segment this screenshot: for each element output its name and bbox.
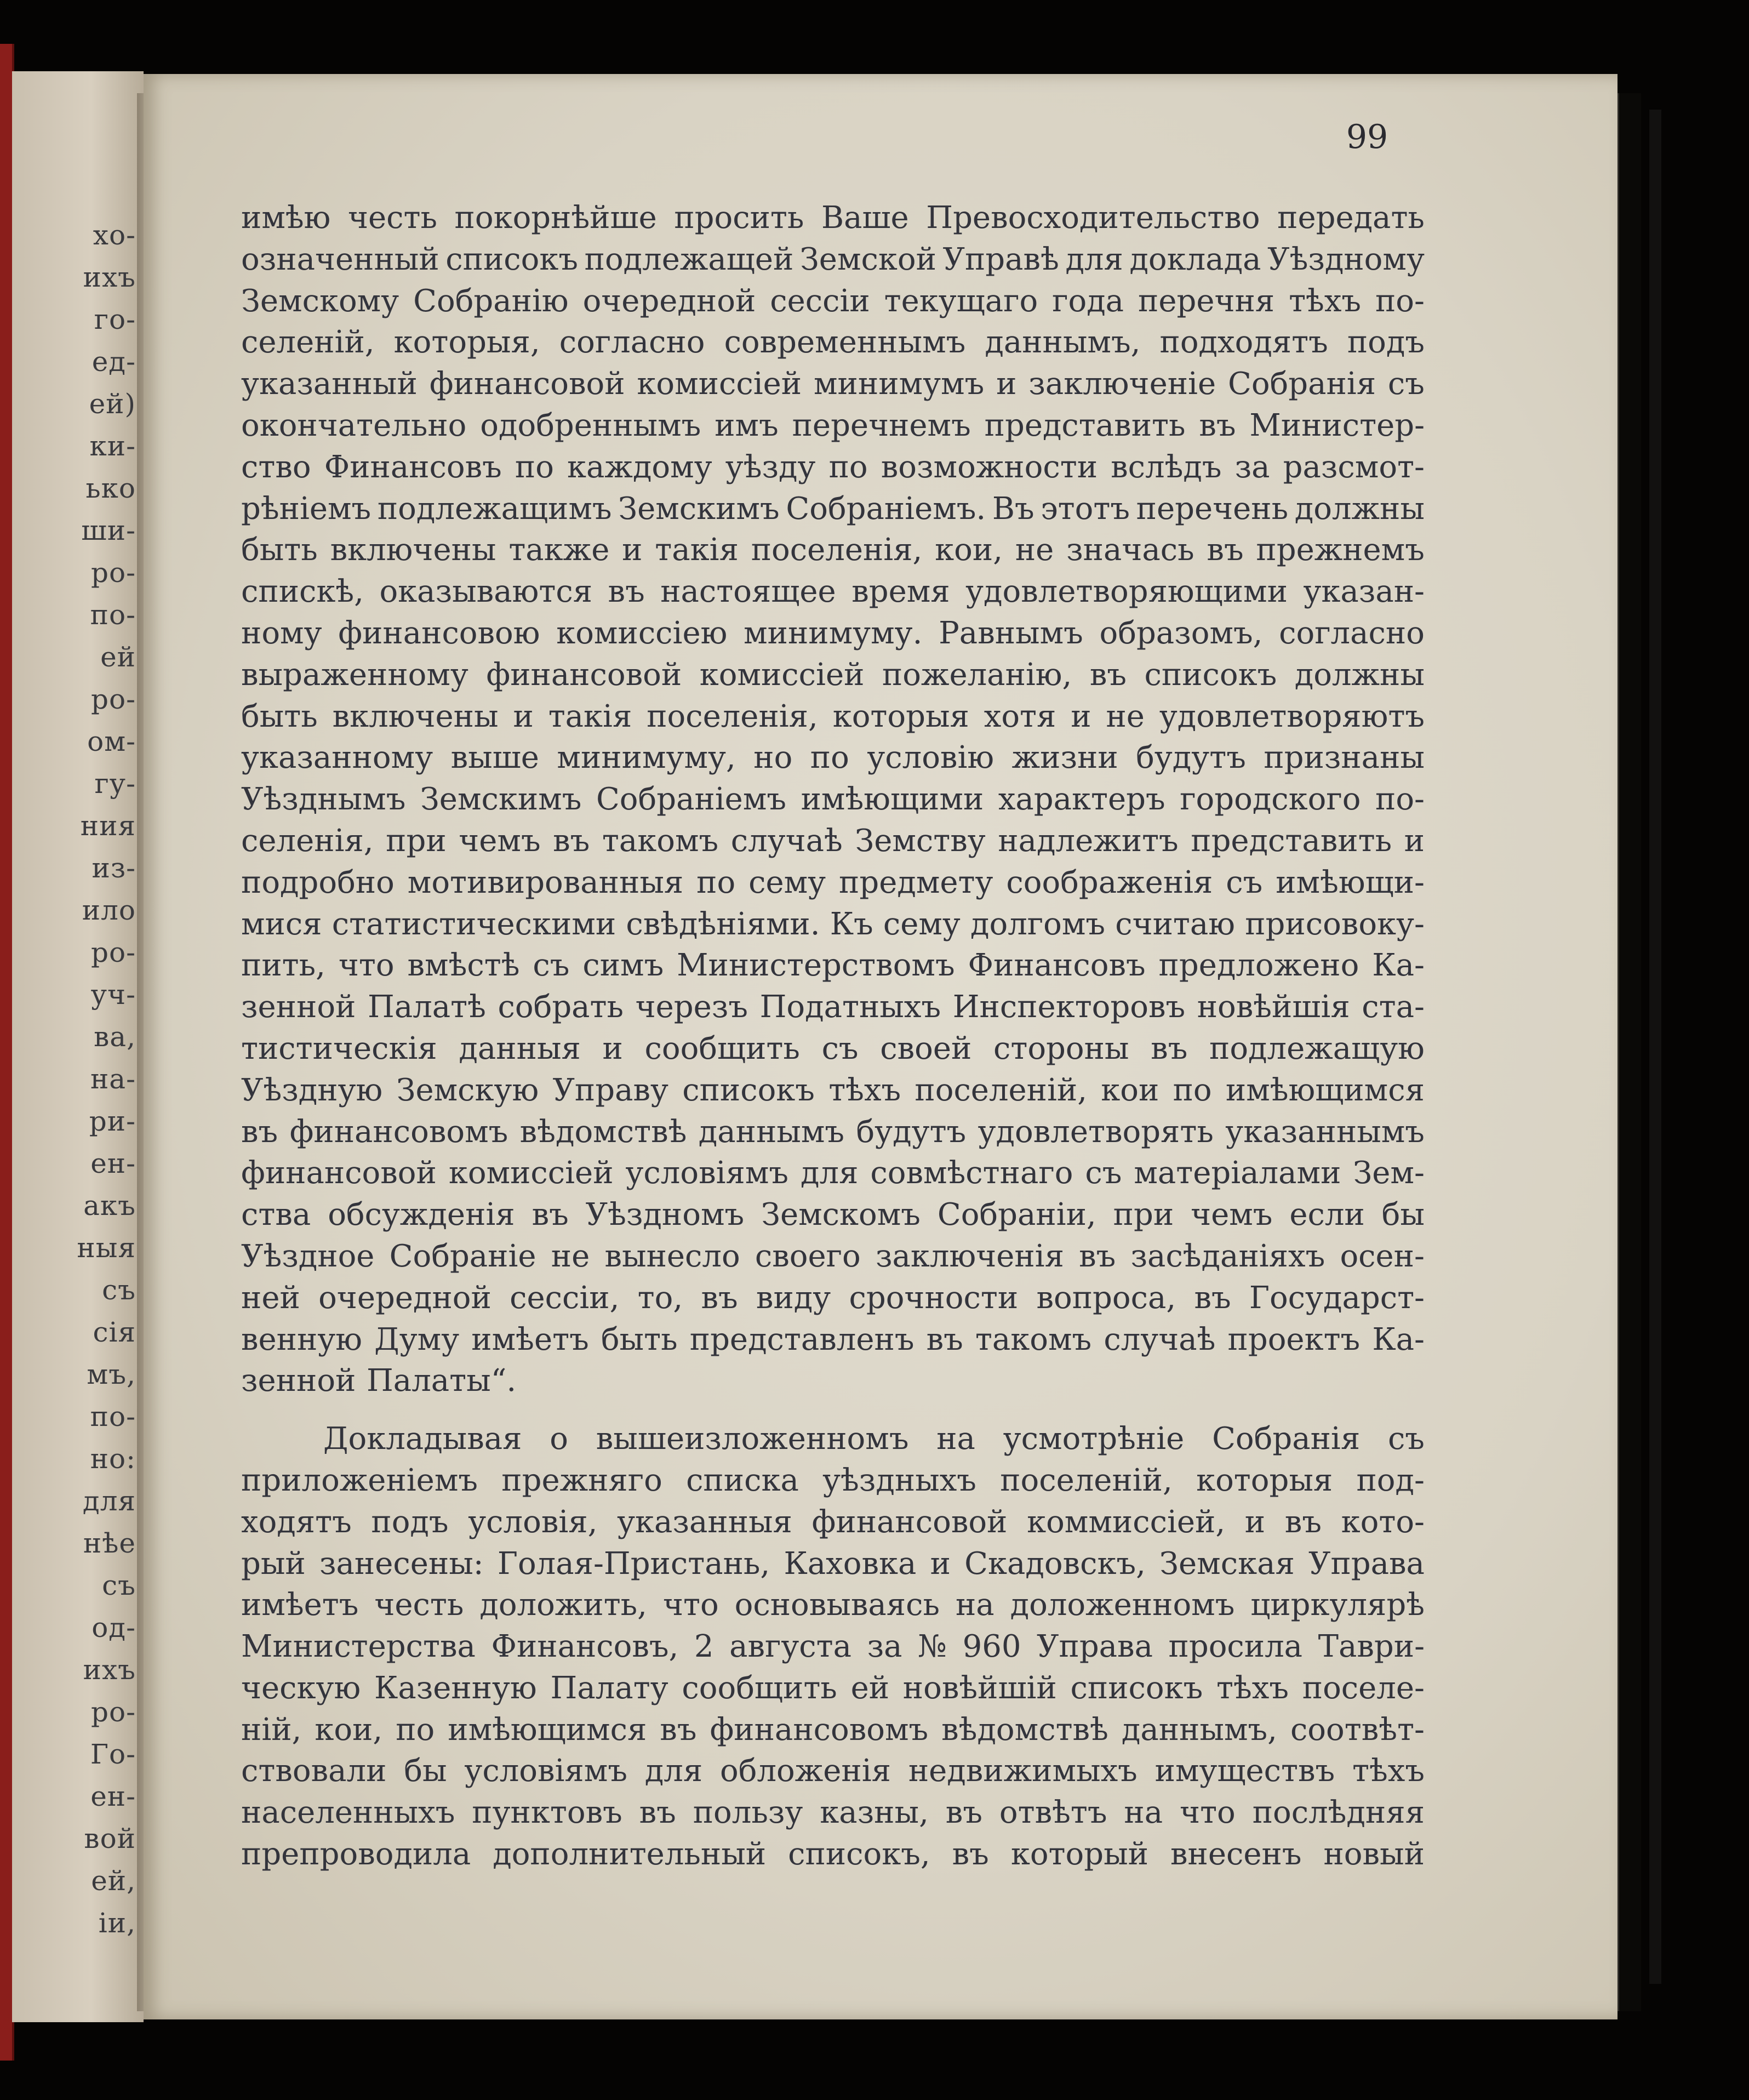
facing-page-fragment: ько: [85, 472, 136, 504]
text-line: препроводила дополнительный списокъ, въ который внесенъ новый: [241, 1836, 1425, 1873]
facing-page-fragment: ри-: [89, 1105, 136, 1137]
text-line: ней очередной сессіи, то, въ виду срочности вопроса, въ Государст-: [241, 1280, 1425, 1316]
text-line: ствовали бы условіямъ для обложенія недвижимыхъ имуществъ тѣхъ: [241, 1753, 1425, 1789]
text-line: указанному выше минимуму, но по условію жизни будутъ признаны: [241, 740, 1425, 776]
text-line: ходятъ подъ условія, указанныя финансовой коммиссіей, и въ кото-: [241, 1504, 1425, 1540]
facing-page-fragment: ило: [82, 894, 136, 926]
text-line: пить, что вмѣстѣ съ симъ Министерствомъ Финансовъ предложено Ка-: [241, 948, 1425, 984]
facing-page-fragment: ро-: [90, 683, 136, 715]
facing-page-fragment: од-: [92, 1612, 136, 1644]
facing-page-fragment: вой: [84, 1823, 136, 1854]
text-line: ство Финансовъ по каждому уѣзду по возможности вслѣдъ за разсмот-: [241, 449, 1425, 485]
text-line: имѣю честь покорнѣйше просить Ваше Превосходительство передать: [241, 200, 1425, 236]
facing-page-fragment: но:: [90, 1443, 136, 1475]
text-line: зенной Палаты“.: [241, 1363, 517, 1399]
text-line: ческую Казенную Палату сообщить ей новѣйшій списокъ тѣхъ поселе-: [241, 1670, 1425, 1706]
facing-page-fragment: Го-: [90, 1738, 136, 1770]
text-line: быть включены также и такія поселенія, кои, не значась въ прежнемъ: [241, 532, 1425, 568]
facing-page-fragment: на-: [90, 1063, 136, 1095]
text-line: зенной Палатѣ собрать черезъ Податныхъ Инспекторовъ новѣйшія ста-: [241, 989, 1425, 1025]
facing-page-fragment: съ: [102, 1274, 136, 1306]
paragraph-gap: [241, 1402, 1425, 1418]
text-line: ній, кои, по имѣющимся въ финансовомъ вѣдомствѣ даннымъ, соотвѣт-: [241, 1711, 1425, 1748]
text-line: рѣніемъ подлежащимъ Земскимъ Собраніемъ. Въ этотъ перечень должны: [241, 490, 1425, 527]
text-line: селенія, при чемъ въ такомъ случаѣ Земству надлежитъ представить и: [241, 823, 1425, 859]
facing-page-fragment: ния: [80, 810, 136, 842]
facing-page-fragment: по-: [90, 599, 136, 631]
text-line: тистическія данныя и сообщить съ своей стороны въ подлежащую: [241, 1030, 1425, 1066]
facing-page-fragment: из-: [92, 852, 136, 884]
text-line: Уѣздную Земскую Управу списокъ тѣхъ поселеній, кои по имѣющимся: [241, 1072, 1425, 1108]
text-line: венную Думу имѣетъ быть представленъ въ такомъ случаѣ проектъ Ка-: [241, 1321, 1425, 1357]
facing-page-fragment: ом-: [87, 726, 136, 757]
facing-page-fragment: мъ,: [87, 1359, 136, 1390]
facing-page-fragment: хо-: [93, 219, 136, 251]
text-line: ства обсужденія въ Уѣздномъ Земскомъ Собраніи, при чемъ если бы: [241, 1197, 1425, 1233]
facing-page-fragment: ва,: [94, 1021, 136, 1053]
text-line: Докладывая о вышеизложенномъ на усмотрѣніе Собранія съ: [323, 1421, 1425, 1457]
facing-page-fragment: ро-: [90, 557, 136, 589]
facing-page-fragment: по-: [90, 1401, 136, 1433]
facing-page-fragment: ныя: [77, 1232, 136, 1264]
facing-page-fragment: нѣе: [83, 1527, 136, 1559]
facing-page: [12, 71, 144, 2022]
facing-page-fragment: ен-: [90, 1781, 136, 1812]
facing-page-fragment: ед-: [92, 346, 136, 378]
page-number: 99: [1346, 118, 1388, 156]
text-line: указанный финансовой комиссіей минимумъ и заключеніе Собранія съ: [241, 366, 1425, 402]
text-line: населенныхъ пунктовъ въ пользу казны, въ отвѣтъ на что послѣдняя: [241, 1795, 1425, 1831]
text-line: выраженному финансовой комиссіей пожеланію, въ списокъ должны: [241, 657, 1425, 693]
body-text: [241, 197, 1425, 1875]
text-line: Уѣзднымъ Земскимъ Собраніемъ имѣющими характеръ городского по-: [241, 781, 1425, 818]
facing-page-fragment: ей): [89, 388, 136, 420]
facing-page-fragment: сія: [93, 1316, 136, 1348]
facing-page-fragment: ро-: [90, 1696, 136, 1728]
facing-page-fragment: ей: [100, 641, 136, 673]
text-line: окончательно одобреннымъ имъ перечнемъ представить въ Министер-: [241, 407, 1425, 443]
text-line: Министерства Финансовъ, 2 августа за № 960 Управа просила Таври-: [241, 1629, 1425, 1665]
text-line: рый занесены: Голая-Пристань, Каховка и Скадовскъ, Земская Управа: [241, 1545, 1425, 1582]
facing-page-fragment: ихъ: [83, 1654, 136, 1686]
facing-page-fragment: съ: [102, 1570, 136, 1601]
facing-page-fragment: ей,: [91, 1865, 136, 1897]
text-line: означенный списокъ подлежащей Земской Управѣ для доклада Уѣздному: [241, 241, 1425, 277]
facing-page-fragment: іи,: [98, 1907, 136, 1939]
facing-page-fragment: ихъ: [83, 261, 136, 293]
text-line: имѣетъ честь доложить, что основываясь на доложенномъ циркулярѣ: [241, 1587, 1425, 1623]
facing-page-fragment: ро-: [90, 937, 136, 968]
facing-page-fragment: гу-: [94, 768, 136, 800]
facing-page-fragment: для: [82, 1485, 136, 1517]
facing-page-fragment: го-: [94, 304, 136, 335]
text-line: приложеніемъ прежняго списка уѣздныхъ поселеній, которыя под-: [241, 1462, 1425, 1498]
text-line: ному финансовою комиссіею минимуму. Равнымъ образомъ, согласно: [241, 615, 1425, 651]
text-line: Земскому Собранію очередной сессіи текущаго года перечня тѣхъ по-: [241, 283, 1425, 319]
text-line: въ финансовомъ вѣдомствѣ даннымъ будутъ удовлетворять указаннымъ: [241, 1114, 1425, 1150]
text-line: Уѣздное Собраніе не вынесло своего заключенія въ засѣданіяхъ осен-: [241, 1238, 1425, 1274]
facing-page-fragment: акъ: [83, 1190, 136, 1222]
text-line: спискѣ, оказываются въ настоящее время удовлетворяющими указан-: [241, 574, 1425, 610]
facing-page-fragment: ши-: [81, 515, 136, 546]
text-line: подробно мотивированныя по сему предмету соображенія съ имѣющи-: [241, 864, 1425, 900]
page-edge-shadow: [1617, 93, 1641, 2011]
facing-page-fragment: уч-: [90, 979, 136, 1011]
facing-page-fragment: ки-: [89, 430, 136, 462]
page-edge-shadow-2: [1649, 110, 1661, 1984]
text-line: селеній, которыя, согласно современнымъ даннымъ, подходятъ подъ: [241, 324, 1425, 361]
text-line: финансовой комиссіей условіямъ для совмѣстнаго съ матеріалами Зем-: [241, 1155, 1425, 1191]
text-line: быть включены и такія поселенія, которыя хотя и не удовлетворяютъ: [241, 698, 1425, 734]
facing-page-fragment: ен-: [90, 1148, 136, 1179]
text-line: мися статистическими свѣдѣніями. Къ сему долгомъ считаю присовоку-: [241, 906, 1425, 942]
